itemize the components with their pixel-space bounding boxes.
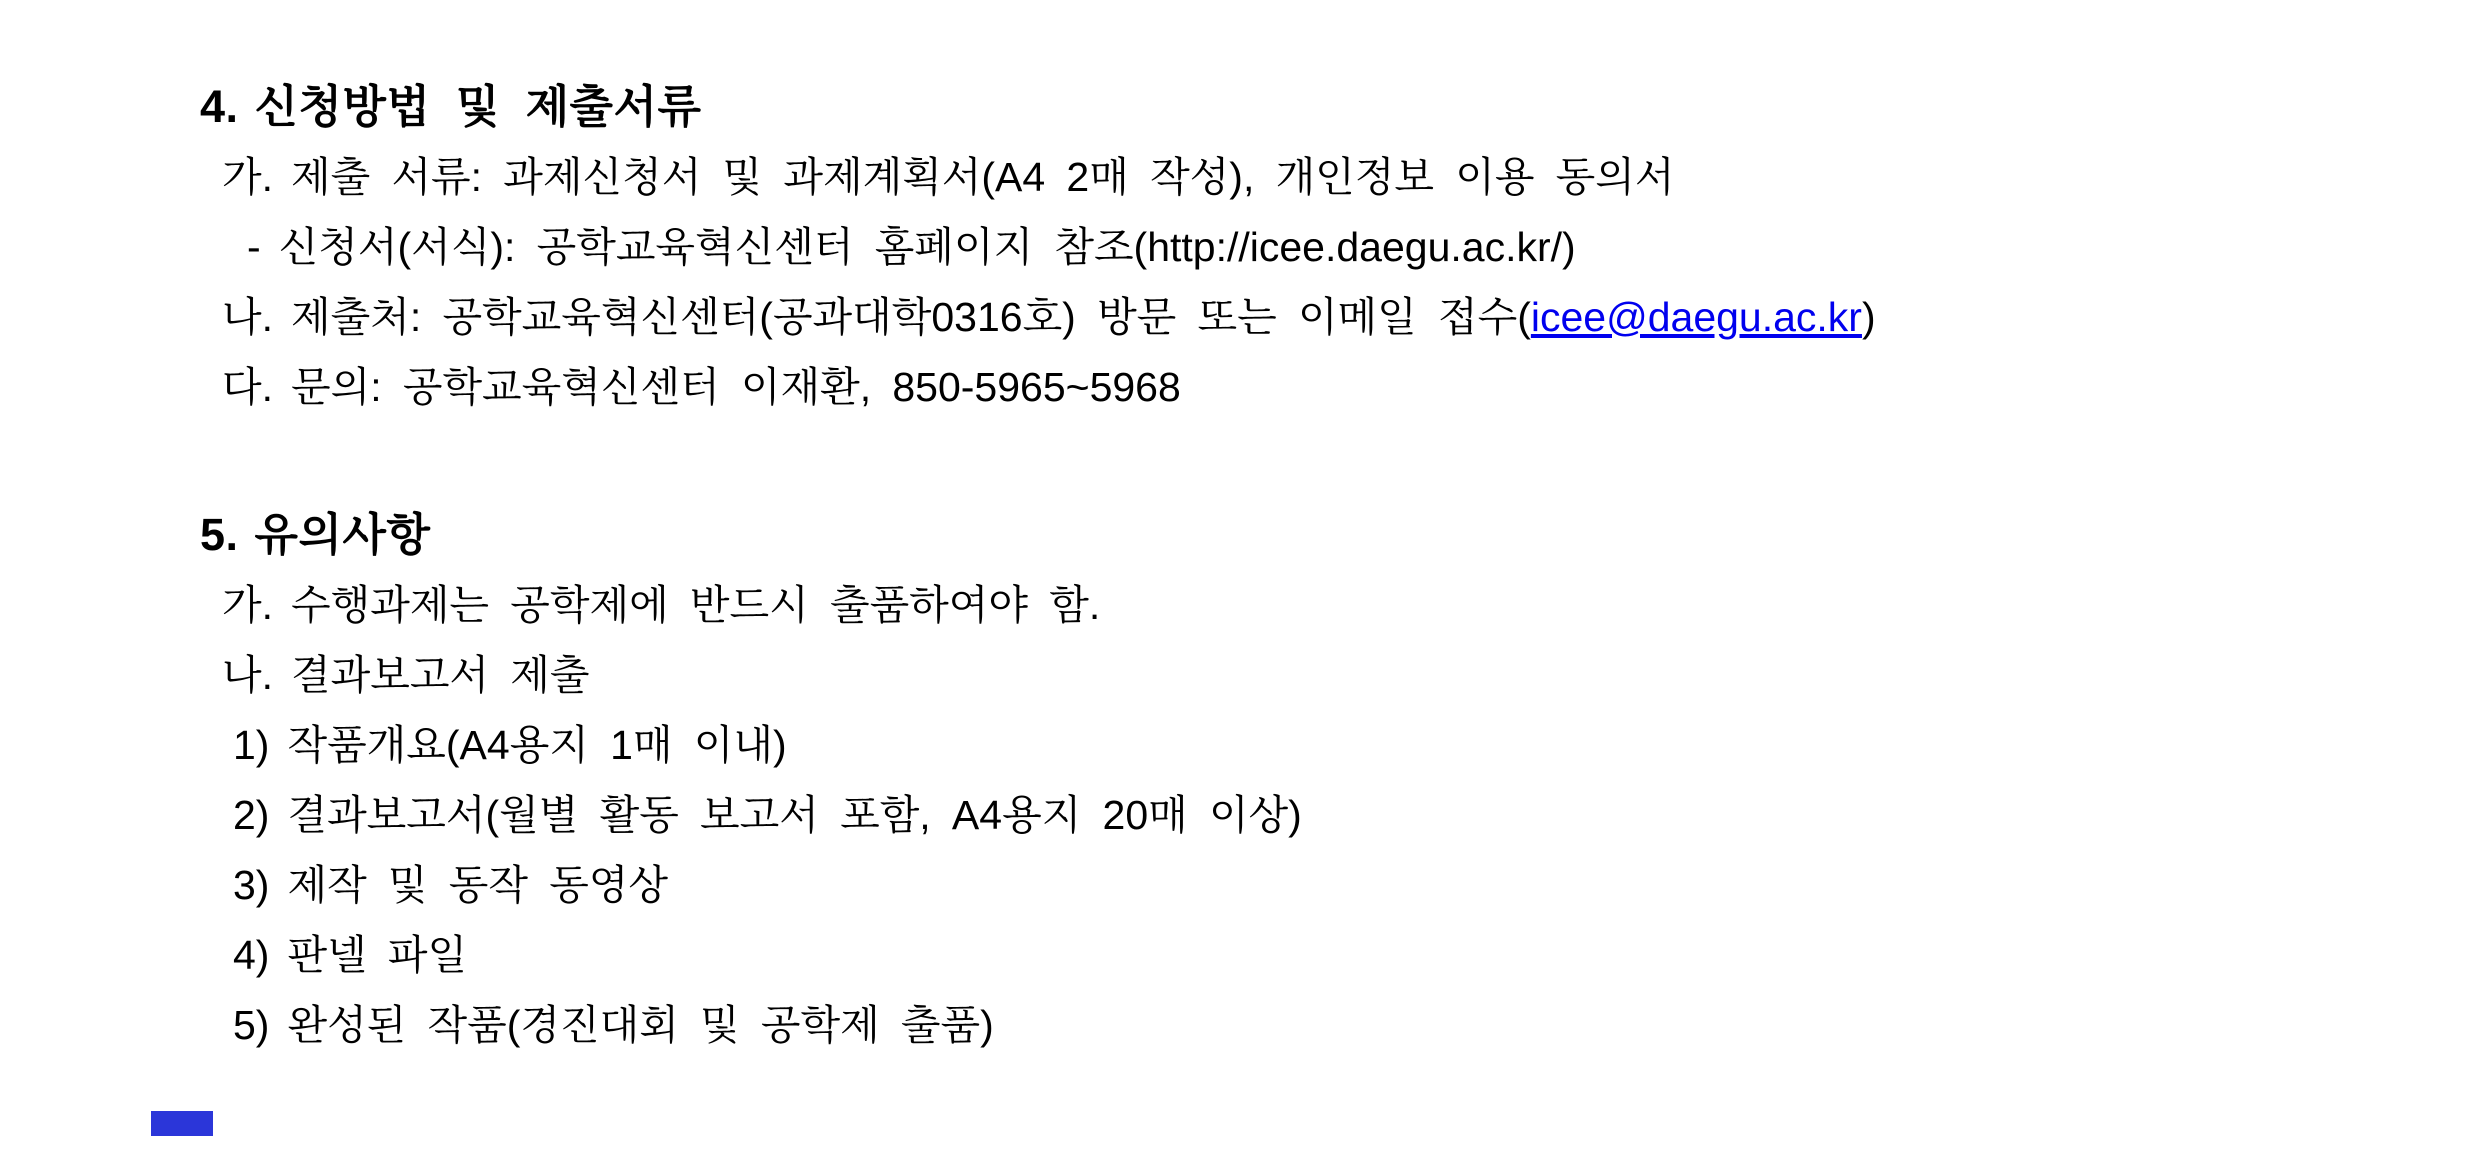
list-item-submission-place	[0, 282, 2479, 352]
list-item-text: 수행과제는 공학제에 반드시 출품하여야 함.	[291, 582, 1101, 628]
list-item-exhibit-requirement	[0, 570, 2479, 640]
list-item-contact	[0, 352, 2479, 422]
section-notes	[0, 500, 2479, 1060]
list-item-text: 결과보고서 제출	[291, 652, 590, 698]
list-item-label: 나.	[222, 652, 273, 698]
list-item-text: 제출처: 공학교육혁신센터(공과대학0316호) 방문 또는 이메일 접수(	[291, 294, 1531, 340]
list-item-text: )	[1861, 294, 1876, 340]
list-item-final-report	[0, 640, 2479, 710]
list-item-text: 제출 서류: 과제신청서 및 과제계획서(A4 2매 작성), 개인정보 이용 동의서	[291, 154, 1675, 200]
list-item-text: 제작 및 동작 동영상	[287, 862, 669, 908]
list-item-label: 가.	[222, 154, 273, 200]
list-item-label: 2)	[233, 792, 270, 838]
list-item-result-report	[0, 780, 2479, 850]
list-item-label: 나.	[222, 294, 273, 340]
list-item-label: 5)	[233, 1002, 270, 1048]
list-item-text: 결과보고서(월별 활동 보고서 포함, A4용지 20매 이상)	[287, 792, 1302, 838]
list-item-text: 신청서(서식): 공학교육혁신센터 홈페이지 참조(http://icee.daegu.ac.kr/)	[278, 224, 1576, 270]
section-number: 4.	[200, 81, 239, 132]
section-application-method	[0, 72, 2479, 422]
email-link[interactable]: icee@daegu.ac.kr	[1530, 294, 1862, 340]
list-item-label: 3)	[233, 862, 270, 908]
list-item-label: 4)	[233, 932, 270, 978]
list-item-submit-documents	[0, 142, 2479, 212]
list-item-label: 가.	[222, 582, 273, 628]
list-item-video	[0, 850, 2479, 920]
list-item-finished-work	[0, 990, 2479, 1060]
list-item-text: 판넬 파일	[287, 932, 468, 978]
section-title: 유의사항	[254, 509, 431, 560]
list-item-text: 완성된 작품(경진대회 및 공학제 출품)	[287, 1002, 994, 1048]
section-number: 5.	[200, 509, 239, 560]
list-item-label: -	[247, 224, 261, 270]
list-item-work-summary	[0, 710, 2479, 780]
list-item-text: 문의: 공학교육혁신센터 이재환, 850-5965~5968	[291, 364, 1181, 410]
list-item-label: 다.	[222, 364, 273, 410]
section-title: 신청방법 및 제출서류	[254, 81, 702, 132]
list-item-panel-file	[0, 920, 2479, 990]
list-item-label: 1)	[233, 722, 270, 768]
selection-marker	[151, 1111, 213, 1136]
list-item-application-form	[0, 212, 2479, 282]
section-heading	[0, 500, 2479, 570]
list-item-text: 작품개요(A4용지 1매 이내)	[287, 722, 787, 768]
section-heading	[0, 72, 2479, 142]
